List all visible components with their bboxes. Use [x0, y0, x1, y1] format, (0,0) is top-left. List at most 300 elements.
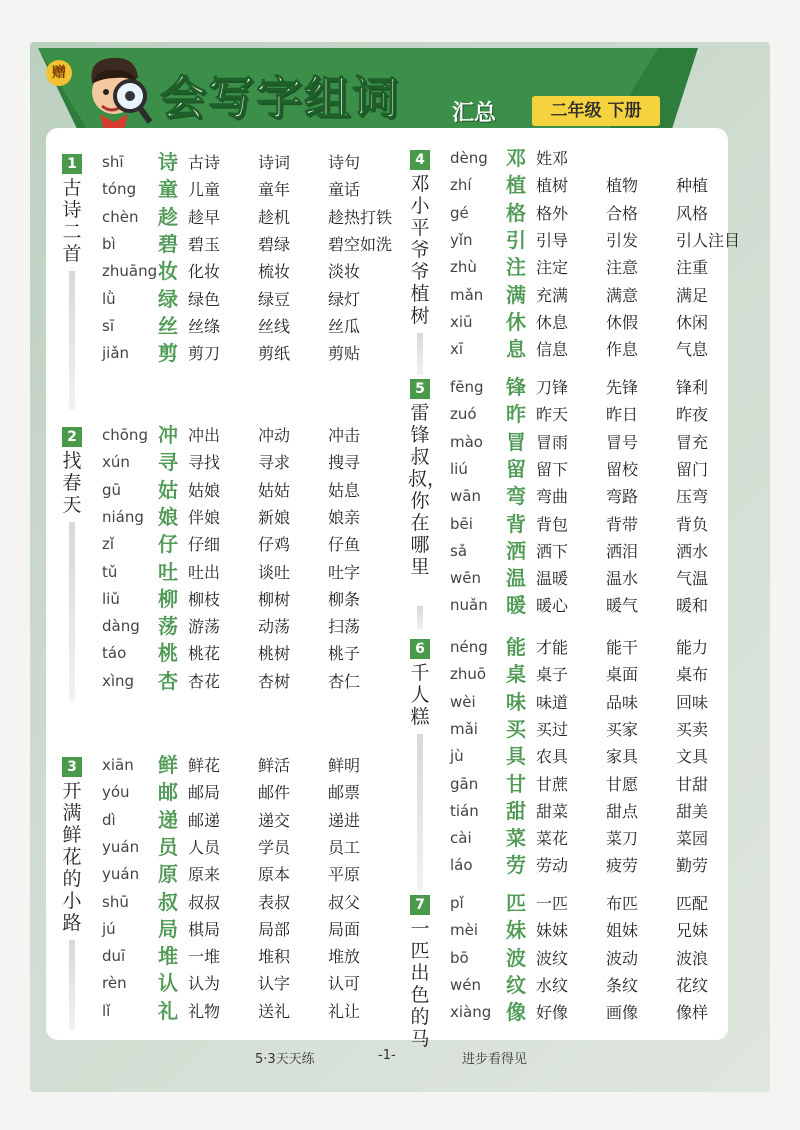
word: 鲜明: [328, 756, 361, 775]
pinyin: liǔ: [102, 589, 120, 608]
word: 娘亲: [328, 507, 361, 527]
lesson-divider: [69, 522, 75, 700]
word: 一匹: [536, 894, 569, 913]
character: 买: [506, 716, 526, 741]
character: 碧: [158, 231, 178, 256]
character-row: [102, 889, 402, 916]
word: 桌面: [606, 665, 639, 685]
pinyin: gū: [102, 480, 122, 499]
word: 植树: [536, 176, 569, 196]
character: 邓: [506, 146, 526, 170]
character: 剪: [158, 341, 178, 366]
word: 注意: [606, 258, 639, 278]
word: 桌布: [676, 665, 709, 685]
word: 休息: [536, 312, 569, 332]
word: 先锋: [606, 378, 639, 397]
character-row: [102, 477, 402, 504]
mascot-magnifier-icon: [78, 52, 156, 132]
word: 种植: [676, 176, 709, 196]
pinyin: wān: [450, 487, 481, 506]
lesson-number: 3: [62, 757, 82, 777]
word: 植物: [606, 176, 639, 196]
word: 化妆: [188, 262, 221, 282]
character-row: [450, 743, 750, 770]
word: 背包: [536, 514, 569, 534]
character: 诗: [158, 150, 178, 174]
word: 冲击: [328, 426, 361, 445]
word: 邮票: [328, 783, 361, 803]
word: 疲劳: [606, 856, 639, 876]
character: 柳: [158, 586, 178, 611]
word: 伴娘: [188, 507, 221, 527]
pinyin: wén: [450, 975, 482, 994]
word: 表叔: [258, 892, 291, 912]
character-row: [450, 145, 750, 172]
word: 冲出: [188, 426, 221, 445]
word: 冲动: [258, 426, 291, 445]
word: 桃树: [258, 644, 291, 664]
word: 棋局: [188, 919, 221, 939]
character-row: [450, 592, 750, 619]
character: 能: [506, 635, 526, 659]
pinyin: shū: [102, 892, 129, 911]
character: 劳: [506, 853, 526, 878]
word: 剪贴: [328, 344, 361, 364]
pinyin: dì: [102, 810, 116, 829]
pinyin: gé: [450, 203, 469, 222]
character-row: [102, 340, 402, 367]
word: 局面: [328, 919, 361, 939]
lesson-number: 6: [410, 639, 430, 659]
page-subtitle: 汇总: [452, 101, 497, 126]
word: 暖心: [536, 596, 569, 616]
word: 文具: [676, 747, 709, 767]
lesson-title: 开满鲜花的小路: [62, 780, 82, 934]
word: 仔鱼: [328, 535, 361, 555]
lesson-title: 千人糕: [410, 662, 430, 728]
character-row: [450, 771, 750, 798]
character-row: [450, 661, 750, 688]
pinyin: chèn: [102, 207, 139, 226]
pinyin: xiān: [102, 756, 134, 774]
word: 昨天: [536, 405, 569, 425]
character: 注: [506, 255, 526, 280]
pinyin: jù: [450, 747, 464, 766]
character: 锋: [506, 375, 526, 399]
character-row: [450, 309, 750, 336]
word: 引人注目: [676, 230, 741, 250]
character: 姑: [158, 477, 178, 502]
character-row: [450, 917, 750, 944]
word: 柳树: [258, 589, 291, 609]
word: 碧空如洗: [328, 234, 393, 254]
pinyin: xún: [102, 453, 130, 472]
character-row: [450, 798, 750, 825]
lesson-number: 2: [62, 427, 82, 447]
word: 扫荡: [328, 617, 361, 637]
word: 充满: [536, 285, 569, 305]
word: 寻找: [188, 453, 221, 473]
word: 味道: [536, 692, 569, 712]
word: 能干: [606, 638, 639, 657]
word: 杏仁: [328, 671, 361, 691]
word: 留校: [606, 459, 639, 479]
pinyin: xìng: [102, 671, 135, 690]
word: 桌子: [536, 665, 569, 685]
pinyin: zhí: [450, 176, 472, 195]
character: 童: [158, 177, 178, 202]
word: 弯路: [606, 487, 639, 507]
word: 姓邓: [536, 149, 569, 168]
character-row: [450, 401, 750, 428]
word: 绿色: [188, 289, 221, 309]
word: 能力: [676, 638, 709, 657]
word: 冒充: [676, 432, 709, 452]
character: 仔: [158, 532, 178, 557]
word: 叔父: [328, 892, 361, 912]
pinyin: shī: [102, 153, 124, 171]
word: 认字: [258, 974, 291, 994]
word: 风格: [676, 203, 709, 223]
pinyin: lǜ: [102, 289, 116, 308]
pinyin: yóu: [102, 783, 130, 802]
character-row: [450, 200, 750, 227]
pinyin: nuǎn: [450, 596, 488, 615]
character: 寻: [158, 450, 178, 475]
word: 姑姑: [258, 480, 291, 500]
word: 淡妆: [328, 262, 361, 282]
page-title: 会写字组词: [160, 71, 400, 125]
word: 甜菜: [536, 801, 569, 821]
character-row: [450, 999, 750, 1026]
pinyin: mèi: [450, 921, 479, 940]
pinyin: duī: [102, 947, 126, 966]
pinyin: chōng: [102, 426, 148, 444]
word: 合格: [606, 203, 639, 223]
character-row: [450, 689, 750, 716]
character-row: [102, 313, 402, 340]
word: 剪刀: [188, 344, 221, 364]
word: 暖和: [676, 596, 709, 616]
word: 家具: [606, 747, 639, 767]
word: 买卖: [676, 719, 709, 739]
character: 具: [506, 744, 526, 769]
character-row: [102, 422, 402, 449]
character: 叔: [158, 889, 178, 914]
word: 姑息: [328, 480, 361, 500]
word: 暖气: [606, 596, 639, 616]
pinyin: zuó: [450, 405, 477, 424]
word: 剪纸: [258, 344, 291, 364]
character: 认: [158, 971, 178, 996]
word: 买家: [606, 719, 639, 739]
word: 注重: [676, 258, 709, 278]
word: 趁热打铁: [328, 207, 393, 227]
word: 古诗: [188, 153, 221, 172]
word: 叔叔: [188, 892, 221, 912]
character: 冒: [506, 429, 526, 454]
character-row: [102, 834, 402, 861]
word: 注定: [536, 258, 569, 278]
word: 人员: [188, 837, 221, 857]
word: 吐出: [188, 562, 221, 582]
character: 妆: [158, 259, 178, 284]
pinyin: lǐ: [102, 1001, 111, 1020]
word: 堆积: [258, 947, 291, 967]
word: 甜美: [676, 801, 709, 821]
character: 纹: [506, 972, 526, 997]
character: 甜: [506, 798, 526, 823]
character-row: [102, 807, 402, 834]
character-row: [102, 752, 402, 779]
word: 邮件: [258, 783, 291, 803]
lesson-divider: [69, 940, 75, 1030]
word: 农具: [536, 747, 569, 767]
character: 员: [158, 834, 178, 859]
character: 背: [506, 511, 526, 536]
word: 留门: [676, 459, 709, 479]
pinyin: bì: [102, 234, 116, 253]
word: 温暖: [536, 569, 569, 589]
word: 儿童: [188, 180, 221, 200]
word: 信息: [536, 340, 569, 360]
word: 游荡: [188, 617, 221, 637]
word: 格外: [536, 203, 569, 223]
grade-badge: 二年级 下册: [532, 96, 660, 126]
word: 学员: [258, 837, 291, 857]
word: 满足: [676, 285, 709, 305]
lesson-number: 1: [62, 154, 82, 174]
character-row: [102, 531, 402, 558]
pinyin: mǎn: [450, 285, 484, 304]
word: 丝绦: [188, 316, 221, 336]
pinyin: bēi: [450, 514, 473, 533]
character: 冲: [158, 423, 178, 447]
word: 桃花: [188, 644, 221, 664]
pinyin: wèi: [450, 692, 476, 711]
pinyin: xī: [450, 340, 464, 359]
pinyin: rèn: [102, 974, 127, 993]
character-row: [450, 172, 750, 199]
word: 童话: [328, 180, 361, 200]
word: 柳枝: [188, 589, 221, 609]
character-row: [450, 483, 750, 510]
word: 堆放: [328, 947, 361, 967]
character-row: [450, 972, 750, 999]
character-row: [450, 634, 750, 661]
word: 寻求: [258, 453, 291, 473]
word: 诗词: [258, 153, 291, 172]
word: 作息: [606, 340, 639, 360]
character: 绿: [158, 286, 178, 311]
word: 压弯: [676, 487, 709, 507]
word: 员工: [328, 837, 361, 857]
pinyin: yuán: [102, 837, 140, 856]
character-row: [102, 149, 402, 176]
pinyin: mǎi: [450, 719, 478, 738]
character-row: [102, 916, 402, 943]
character-row: [450, 852, 750, 879]
word: 新娘: [258, 507, 291, 527]
character-row: [102, 286, 402, 313]
footer-left: 5·3天天练: [255, 1052, 315, 1067]
word: 菜园: [676, 829, 709, 849]
word: 匹配: [676, 894, 709, 913]
gift-badge: 赠: [46, 60, 72, 86]
word: 冒号: [606, 432, 639, 452]
character-row: [450, 825, 750, 852]
pinyin: cài: [450, 829, 472, 848]
word: 绿灯: [328, 289, 361, 309]
character: 递: [158, 807, 178, 832]
character: 格: [506, 200, 526, 225]
character-row: [450, 511, 750, 538]
word: 杏花: [188, 671, 221, 691]
character-row: [102, 943, 402, 970]
word: 甘愿: [606, 774, 639, 794]
pinyin: pǐ: [450, 894, 464, 912]
pinyin: xiàng: [450, 1003, 492, 1022]
character: 像: [506, 1000, 526, 1025]
word: 递进: [328, 810, 361, 830]
lesson-divider: [417, 333, 423, 375]
word: 像样: [676, 1003, 709, 1023]
word: 认为: [188, 974, 221, 994]
pinyin: néng: [450, 638, 488, 656]
word: 动荡: [258, 617, 291, 637]
word: 谈吐: [258, 562, 291, 582]
word: 礼物: [188, 1001, 221, 1021]
word: 丝线: [258, 316, 291, 336]
pinyin: zhuāng: [102, 262, 158, 281]
word: 搜寻: [328, 453, 361, 473]
character-row: [102, 779, 402, 806]
word: 引发: [606, 230, 639, 250]
character: 味: [506, 689, 526, 714]
character-row: [450, 456, 750, 483]
lesson-title: 一匹出色的马: [410, 918, 430, 1050]
word: 劳动: [536, 856, 569, 876]
word: 梳妆: [258, 262, 291, 282]
character-row: [102, 504, 402, 531]
character: 桃: [158, 641, 178, 666]
word: 冒雨: [536, 432, 569, 452]
character: 原: [158, 862, 178, 887]
word: 休假: [606, 312, 639, 332]
word: 兄妹: [676, 921, 709, 941]
word: 丝瓜: [328, 316, 361, 336]
pinyin: jú: [102, 919, 116, 938]
word: 仔细: [188, 535, 221, 555]
word: 原来: [188, 865, 221, 885]
word: 原本: [258, 865, 291, 885]
word: 姑娘: [188, 480, 221, 500]
character-row: [102, 668, 402, 695]
word: 送礼: [258, 1001, 291, 1021]
word: 鲜活: [258, 756, 291, 775]
word: 画像: [606, 1003, 639, 1023]
character: 吐: [158, 559, 178, 584]
pinyin: tián: [450, 801, 479, 820]
character-row: [102, 231, 402, 258]
word: 气温: [676, 569, 709, 589]
lesson-divider: [417, 606, 423, 630]
lesson-title: 古诗二首: [62, 177, 82, 265]
character: 弯: [506, 484, 526, 509]
character: 丝: [158, 313, 178, 338]
pinyin: liú: [450, 459, 468, 478]
character-row: [450, 538, 750, 565]
word: 姐妹: [606, 921, 639, 941]
word: 童年: [258, 180, 291, 200]
pinyin: zhuō: [450, 665, 487, 684]
word: 洒水: [676, 541, 709, 561]
character: 邮: [158, 780, 178, 805]
pinyin: dèng: [450, 149, 488, 167]
word: 锋利: [676, 378, 709, 397]
lesson-number: 4: [410, 150, 430, 170]
pinyin: xiū: [450, 312, 473, 331]
pinyin: bō: [450, 948, 469, 967]
word: 局部: [258, 919, 291, 939]
character-row: [450, 890, 750, 917]
character-row: [102, 559, 402, 586]
character-row: [450, 565, 750, 592]
character-row: [450, 254, 750, 281]
word: 杏树: [258, 671, 291, 691]
character: 满: [506, 282, 526, 307]
word: 洒泪: [606, 541, 639, 561]
character-row: [102, 176, 402, 203]
word: 甜点: [606, 801, 639, 821]
character: 引: [506, 227, 526, 252]
word: 甘蔗: [536, 774, 569, 794]
character: 趁: [158, 204, 178, 229]
character: 娘: [158, 504, 178, 529]
pinyin: gān: [450, 774, 479, 793]
character-row: [102, 258, 402, 285]
character: 温: [506, 566, 526, 591]
pinyin: tóng: [102, 180, 137, 199]
word: 柳条: [328, 589, 361, 609]
word: 碧绿: [258, 234, 291, 254]
word: 好像: [536, 1003, 569, 1023]
word: 气息: [676, 340, 709, 360]
lesson-number: 5: [410, 379, 430, 399]
word: 背带: [606, 514, 639, 534]
character-row: [450, 227, 750, 254]
word: 认可: [328, 974, 361, 994]
word: 趁机: [258, 207, 291, 227]
character-row: [102, 613, 402, 640]
word: 留下: [536, 459, 569, 479]
pinyin: dàng: [102, 617, 140, 636]
footer-right: 进步看得见: [462, 1052, 528, 1067]
pinyin: yǐn: [450, 230, 473, 249]
character-row: [102, 998, 402, 1025]
word: 满意: [606, 285, 639, 305]
word: 勤劳: [676, 856, 709, 876]
word: 昨日: [606, 405, 639, 425]
word: 买过: [536, 719, 569, 739]
word: 品味: [606, 692, 639, 712]
character: 鲜: [158, 753, 178, 777]
pinyin: sǎ: [450, 541, 468, 560]
word: 邮局: [188, 783, 221, 803]
lesson-title: 雷锋叔叔，你在哪里: [408, 402, 447, 578]
word: 吐字: [328, 562, 361, 582]
word: 邮递: [188, 810, 221, 830]
